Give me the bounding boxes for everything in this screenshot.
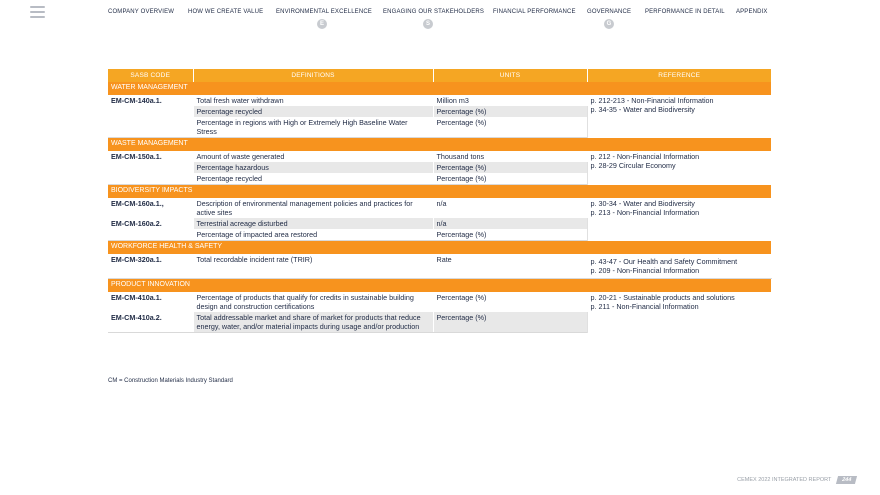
table-row xyxy=(108,198,771,218)
nav-how-we-create-value[interactable]: HOW WE CREATE VALUE xyxy=(188,9,264,15)
sasb-table xyxy=(108,69,772,333)
reference-line: p. 28-29 Circular Economy xyxy=(590,161,676,170)
reference-line: p. 211 - Non-Financial Information xyxy=(590,302,699,311)
nav-financial-performance[interactable]: FINANCIAL PERFORMANCE xyxy=(493,9,576,15)
table-row xyxy=(108,151,771,162)
unit: Percentage (%) xyxy=(433,162,587,173)
reference-line: p. 43-47 - Our Health and Safety Commitment xyxy=(590,257,738,266)
unit: n/a xyxy=(433,198,587,218)
reference-cell xyxy=(587,198,771,241)
definition: Total recordable incident rate (TRIR) xyxy=(193,254,433,279)
menu-icon[interactable] xyxy=(30,6,45,21)
report-title: CEMEX 2022 INTEGRATED REPORT xyxy=(737,477,832,483)
table-row xyxy=(108,254,771,279)
definition: Percentage recycled xyxy=(193,173,433,185)
section-title-waste-management: WASTE MANAGEMENT xyxy=(108,138,771,152)
sasb-code: EM-CM-410a.2. xyxy=(108,312,193,333)
nav-governance[interactable]: GOVERNANCE xyxy=(587,9,632,15)
reference-line: p. 213 - Non-Financial Information xyxy=(590,208,700,217)
sasb-code: EM-CM-150a.1. xyxy=(108,151,193,162)
reference-line: p. 212 - Non-Financial Information xyxy=(590,152,700,161)
table-row xyxy=(108,292,771,312)
sasb-code: EM-CM-160a.2. xyxy=(108,218,193,229)
reference-line: p. 20-21 - Sustainable products and solutions xyxy=(590,293,735,302)
unit: Percentage (%) xyxy=(433,173,587,185)
sasb-code xyxy=(108,162,193,173)
sasb-code xyxy=(108,117,193,138)
section-row xyxy=(108,279,771,293)
sasb-code: EM-CM-140a.1. xyxy=(108,95,193,106)
section-title-workforce-health-safety: WORKFORCE HEALTH & SAFETY xyxy=(108,241,771,255)
section-row xyxy=(108,138,771,152)
table-row xyxy=(108,95,771,106)
unit: Percentage (%) xyxy=(433,229,587,241)
table-header-row xyxy=(108,69,771,82)
unit: Percentage (%) xyxy=(433,312,587,333)
definition: Percentage hazardous xyxy=(193,162,433,173)
reference-cell xyxy=(587,292,771,333)
sasb-code xyxy=(108,229,193,241)
definition: Percentage of products that qualify for credits in sustainable building design and construction certifications xyxy=(193,292,433,312)
sasb-code: EM-CM-410a.1. xyxy=(108,292,193,312)
definition: Terrestrial acreage disturbed xyxy=(193,218,433,229)
section-row xyxy=(108,82,771,95)
definition: Amount of waste generated xyxy=(193,151,433,162)
unit: Percentage (%) xyxy=(433,106,587,117)
definition: Description of environmental management policies and practices for active sites xyxy=(193,198,433,218)
sasb-code: EM-CM-320a.1. xyxy=(108,254,193,279)
environmental-badge-icon: E xyxy=(317,19,327,29)
sasb-code xyxy=(108,106,193,117)
definition: Percentage recycled xyxy=(193,106,433,117)
unit: Rate xyxy=(433,254,587,279)
governance-badge-icon: G xyxy=(604,19,614,29)
reference-cell xyxy=(587,95,771,138)
reference-line: p. 34-35 - Water and Biodiversity xyxy=(590,105,695,114)
definition: Percentage in regions with High or Extremely High Baseline Water Stress xyxy=(193,117,433,138)
section-title-water-management: WATER MANAGEMENT xyxy=(108,82,771,95)
section-row xyxy=(108,241,771,255)
unit: Thousand tons xyxy=(433,151,587,162)
section-row xyxy=(108,185,771,199)
nav-performance-in-detail[interactable]: PERFORMANCE IN DETAIL xyxy=(645,9,725,15)
nav-engaging-our-stakeholders[interactable]: ENGAGING OUR STAKEHOLDERS xyxy=(383,9,484,15)
definition: Percentage of impacted area restored xyxy=(193,229,433,241)
social-badge-icon: S xyxy=(423,19,433,29)
reference-cell xyxy=(587,254,771,279)
nav-environmental-excellence[interactable]: ENVIRONMENTAL EXCELLENCE xyxy=(276,9,372,15)
section-title-product-innovation: PRODUCT INNOVATION xyxy=(108,279,771,293)
section-title-biodiversity-impacts: BIODIVERSITY IMPACTS xyxy=(108,185,771,199)
reference-cell xyxy=(587,151,771,185)
column-header-definitions: DEFINITIONS xyxy=(193,69,433,82)
nav-appendix[interactable]: APPENDIX xyxy=(736,9,768,15)
column-header-reference: REFERENCE xyxy=(587,69,771,82)
reference-line: p. 212-213 - Non-Financial Information xyxy=(590,96,714,105)
sasb-code: EM-CM-160a.1., xyxy=(108,198,193,218)
sasb-code xyxy=(108,173,193,185)
top-navigation xyxy=(108,9,866,31)
page-footer xyxy=(737,476,856,484)
definition: Total addressable market and share of market for products that reduce energy, water, and/or material impacts during usage and/or production xyxy=(193,312,433,333)
unit: Percentage (%) xyxy=(433,292,587,312)
reference-line: p. 30-34 - Water and Biodiversity xyxy=(590,199,695,208)
unit: Million m3 xyxy=(433,95,587,106)
page-number: 244 xyxy=(836,476,857,484)
footnote: CM = Construction Materials Industry Standard xyxy=(108,378,233,384)
column-header-sasb-code: SASB CODE xyxy=(108,69,193,82)
definition: Total fresh water withdrawn xyxy=(193,95,433,106)
column-header-units: UNITS xyxy=(433,69,587,82)
nav-company-overview[interactable]: COMPANY OVERVIEW xyxy=(108,9,175,15)
unit: n/a xyxy=(433,218,587,229)
unit: Percentage (%) xyxy=(433,117,587,138)
reference-line: p. 209 - Non-Financial Information xyxy=(590,266,700,275)
